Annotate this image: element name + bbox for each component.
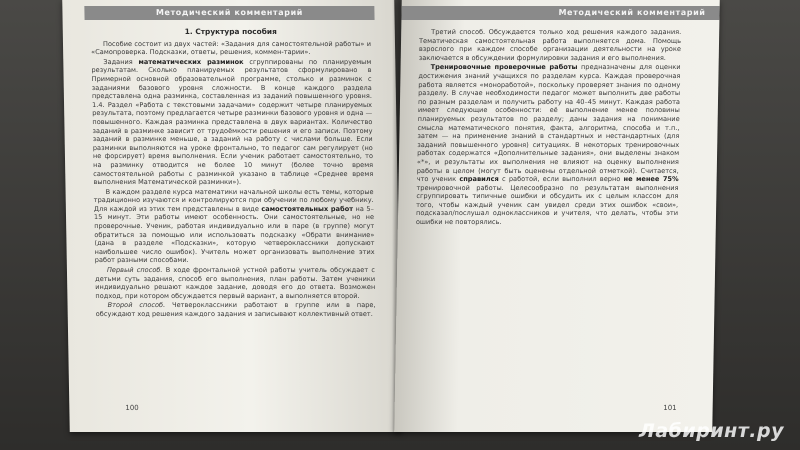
- right-page: [394, 0, 720, 432]
- left-running-header: Методический комментарий: [84, 6, 374, 20]
- text-segment: Третий способ. Обсуждается только ход решения каждого задания. Тематическая самостоятельная работа выполняется дома. Помощь взрослого при каждом способе организации деятельности на уроке заключается в обсуждении формулировки задания и его выполнения.: [418, 28, 682, 62]
- text-segment: самостоятельных работ: [261, 204, 354, 213]
- labirint-watermark: Лабиринт.ру: [639, 420, 784, 442]
- text-segment: предназначены для оценки достижения знаний учащихся по разделам курса. Каждая проверочная работа является «моноработой», поскольку проверяет знания по одному разделу. В случае необходимости педагог может выполнить две работы по разным разделам и получить работу на 40–45 минут. Каждая работа имеет следующие особенности: её выполнение менее половины планируемых результатов по разделу; даны задания на понимание смысла математического понятия, факта, алгоритма, способа и т.п., затем — на применение знаний в стандартных и нестандартных (для заданий повышенного уровня) ситуациях. В некоторых тренировочных работах содержатся «Дополнительные задания», они выделены знаком «*», и результаты их выполнения не влияют на оценку выполнения работы в целом (могут быть оценены отдельной отметкой). Считается, что ученик: [416, 63, 681, 184]
- text-segment: Пособие состоит из двух частей: «Задания для самостоятельной работы» и «Самопроверка. Подсказки, ответы, решения, коммен-тарии».: [91, 39, 372, 57]
- paragraph: [95, 266, 376, 300]
- paragraph: [95, 301, 375, 318]
- right-page-body: [416, 28, 681, 228]
- text-segment: В каждом разделе курса математики начальной школы есть темы, которые традиционно изучаются и контролируются при обучении по любому учебнику. Для каждой из этих тем представлены в виде: [93, 187, 374, 213]
- text-segment: В ходе фронтальной устной работы учитель обсуждает с детьми суть задания, способ его выполнения, план работы. Затем ученики индивидуально решают каждое задание, доводя его до ответа. Возможен подход, при котором обсуждается первый вариант, а выполняется второй.: [95, 266, 376, 300]
- text-segment: сгруппированы по планируемым результатам. Сколько планируемых результатов сформулировано в Примерной основной образовательной программе, столько и разминок с заданиями базового уровня сложности. В конце каждого раздела представлена одна разминка, составленная из заданий повышенного уровня. 1.4. Раздел «Работа с текстовыми задачами» содержит четыре планируемых результата, поэтому предлагается четыре разминки базового уровня и одна — повышенного. Каждая разминка представлена в двух вариантах. Количество заданий в разминке зависит от трудоёмкости решения и его записи. Поэтому заданий в разминке меньше, а заданий на работу с числами больше. Если разминки выполняются на уроке фронтально, то педагог сам регулирует (но не форсирует) время выполнения. Если ученик работает самостоятельно, то на разминку отводится не более 10 минут (более точно время самостоятельной работы с разминкой указано в таблице «Среднее время выполнения Математической разминки»).: [91, 57, 374, 187]
- paragraph: [94, 188, 375, 265]
- paragraph: [416, 63, 681, 226]
- text-segment: Четвероклассники работают в группе или в паре, обсуждают ход решения каждого задания и записывают коллективный ответ.: [95, 301, 376, 318]
- section-title: 1. Структура пособия: [184, 27, 277, 36]
- text-segment: не менее 75%: [623, 175, 679, 184]
- right-running-header: Методический комментарий: [401, 6, 719, 20]
- text-segment: тренировочной работы. Целесообразно по результатам выполнения сгруппировать типичные ошибки и обсудить их с целым классом для того, чтобы каждый ученик сам увидел среди этих ошибок «свои», подсказал/послушал одноклассников и учителя, что делать, чтобы эти ошибки не повторялись.: [415, 183, 679, 227]
- text-segment: математических разминок: [138, 57, 244, 66]
- left-page-number: 100: [125, 404, 139, 412]
- text-segment: с работой, если выполнил верно: [498, 175, 624, 184]
- text-segment: справился: [459, 175, 499, 184]
- paragraph: [419, 28, 682, 62]
- left-page: [62, 0, 402, 432]
- text-segment: Первый способ.: [106, 266, 163, 275]
- right-page-number: 101: [663, 404, 677, 412]
- left-page-body: [91, 26, 376, 320]
- text-segment: Задания: [103, 57, 139, 66]
- paragraph: [91, 58, 373, 187]
- text-segment: Второй способ.: [107, 301, 166, 310]
- text-segment: Тренировочные проверочные работы: [430, 63, 578, 72]
- text-segment: на 5–15 минут. Эти работы имеют особенность. Они самостоятельные, но не проверочные. Ученик, работая индивидуально или в паре (в группе) могут обратиться за помощью или использовать подсказку «Обрати внимание» (дана в разделе «Подсказки», которую четвероклассники допускают наибольшее число ошибок). Учитель может организовать выполнение этих работ разными способами.: [93, 204, 375, 265]
- paragraph: [91, 40, 371, 57]
